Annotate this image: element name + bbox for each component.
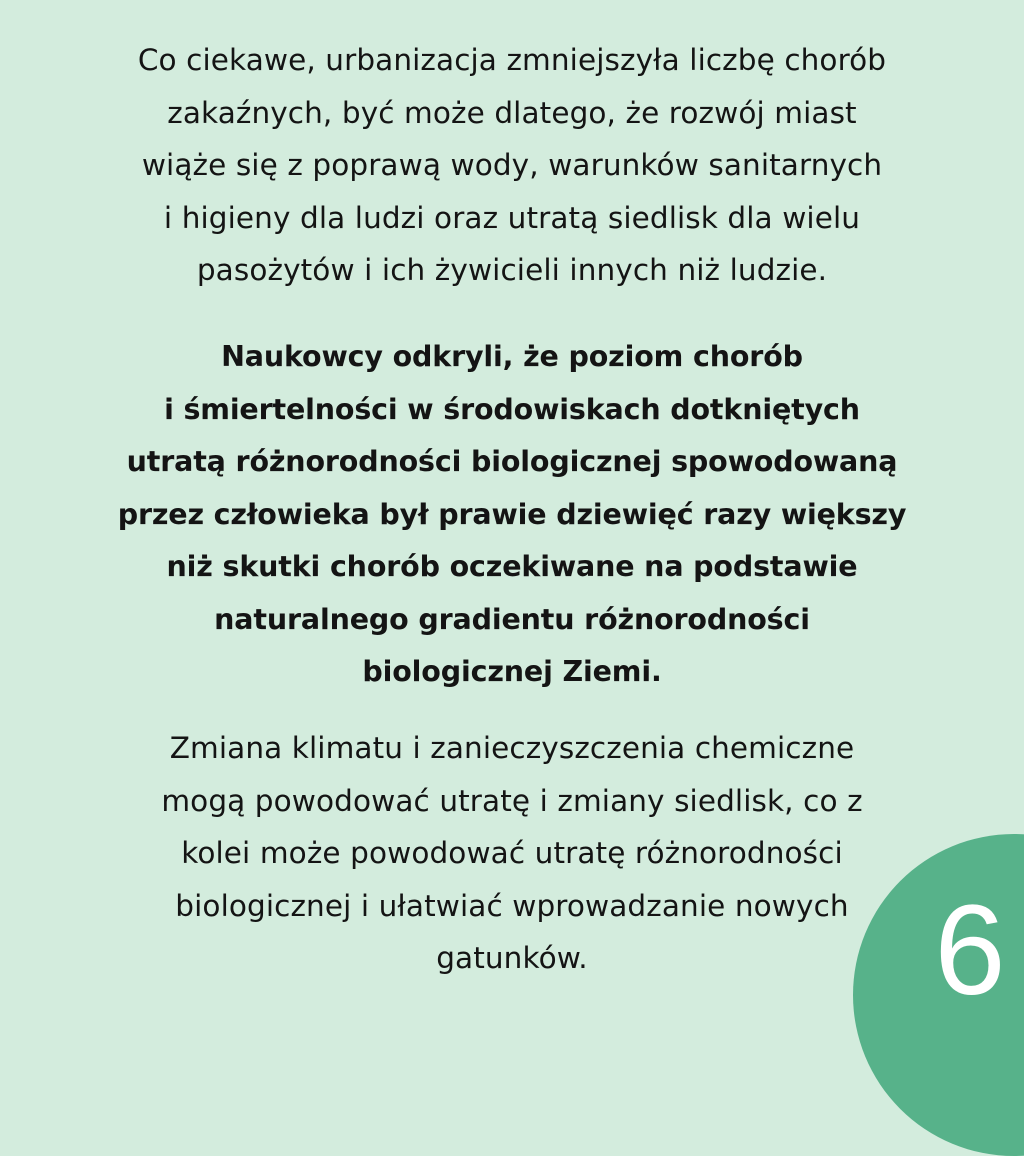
highlight-line: utratą różnorodności biologicznej spowodowaną [126,445,898,478]
highlight-paragraph [30,331,994,699]
highlight-line: Naukowcy odkryli, że poziom chorób [221,340,803,373]
page-number: 6 [934,879,1006,1022]
closing-paragraph [30,722,994,985]
intro-line: i higieny dla ludzi oraz utratą siedlisk dla wielu [163,200,861,235]
closing-line: biologicznej i ułatwiać wprowadzanie nowych [175,888,849,923]
highlight-line: i śmiertelności w środowiskach dotkniętych [164,392,860,426]
closing-line: kolei może powodować utratę różnorodności [181,836,843,870]
closing-line: gatunków. [436,941,588,975]
closing-line: Zmiana klimatu i zanieczyszczenia chemiczne [169,731,855,765]
closing-line: mogą powodować utratę i zmiany siedlisk, co z [161,783,863,818]
intro-line: wiąże się z poprawą wody, warunków sanitarnych [141,148,883,182]
intro-line: Co ciekawe, urbanizacja zmniejszyła liczbę chorób [137,43,887,77]
intro-line: pasożytów i ich żywicieli innych niż ludzie. [196,253,828,287]
intro-paragraph [30,34,994,297]
highlight-line: przez człowieka był prawie dziewięć razy większy [117,497,907,531]
highlight-line: biologicznej Ziemi. [362,655,662,688]
intro-line: zakaźnych, być może dlatego, że rozwój miast [167,95,857,130]
highlight-line: naturalnego gradientu różnorodności [214,602,810,636]
highlight-line: niż skutki chorób oczekiwane na podstawie [166,550,858,583]
